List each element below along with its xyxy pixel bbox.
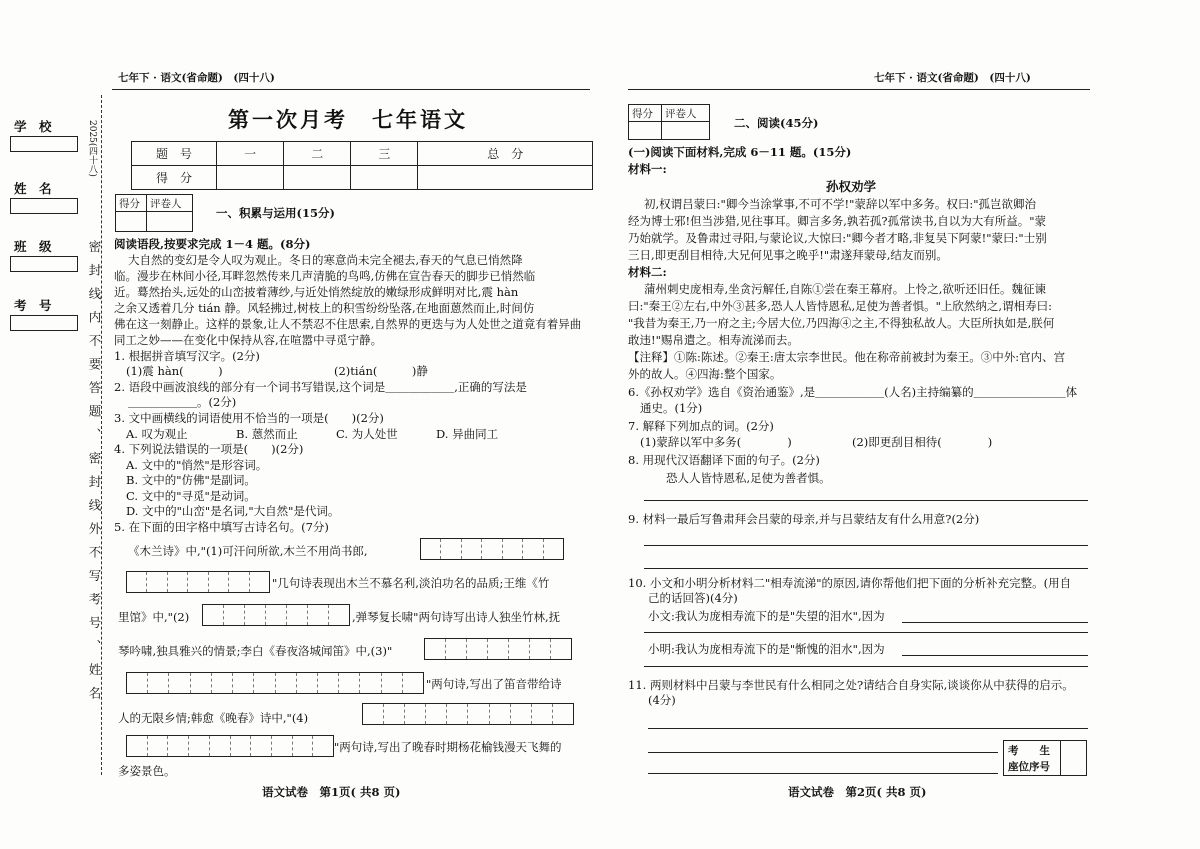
name-label: 姓 名	[14, 181, 52, 196]
seat-label: 座位序号	[1008, 761, 1050, 773]
question-1-b[interactable]: (2)tián( )静	[334, 364, 428, 378]
q5-line: 里馆》中,"(2)	[118, 610, 190, 624]
answer-line[interactable]	[644, 632, 1088, 633]
name-field[interactable]	[10, 198, 78, 214]
question-11: 11. 两则材料中吕蒙与李世民有什么相同之处?请结合自身实际,谈谈你从中获得的启示。	[628, 678, 1074, 692]
seal-line	[101, 95, 102, 775]
question-6-cont: 通史。(1分)	[640, 401, 703, 415]
footer-right: 语文试卷 第2页( 共8 页)	[788, 785, 927, 799]
answer-line[interactable]	[644, 545, 1088, 546]
q5-line: 《木兰诗》中,"(1)可汗问所欲,木兰不用尚书郎,	[128, 544, 368, 558]
passage-line: 佛在这一刻静止。这样的景象,让人不禁忍不住思索,自然界的更迭与为人处世之道竟有着异曲	[114, 317, 582, 331]
score-row-label: 得 分	[132, 166, 217, 190]
question-8: 8. 用现代汉语翻译下面的句子。(2分)	[628, 453, 820, 467]
q5-line: ,弹琴复长啸"两句诗写出诗人独坐竹林,抚	[352, 610, 561, 624]
question-7-b[interactable]: (2)即更刮目相待( )	[852, 435, 993, 449]
answer-line[interactable]	[644, 666, 1088, 667]
material1-line: 经为博士邪!但当涉猎,见往事耳。卿言多务,孰若孤?孤常读书,自以为大有所益。"蒙	[628, 214, 1047, 228]
seat-number-box	[1003, 740, 1087, 776]
material1-label: 材料一:	[628, 162, 667, 176]
material2-line: "我昔为秦王,乃一府之主;今居大位,乃四海④之主,不得独私故人。大臣所执如是,朕何	[628, 316, 1055, 330]
scorer-rule	[116, 211, 192, 212]
exam-no-label: 考 号	[14, 298, 52, 313]
question-2-cont: ＿＿＿＿＿＿。(2分)	[128, 395, 237, 409]
scorer-reviewer-label: 评卷人	[150, 198, 182, 210]
section1-heading: 一、积累与运用(15分)	[216, 206, 335, 220]
option-4b[interactable]: B. 文中的"仿佛"是副词。	[126, 473, 256, 487]
q5-line: "几句诗表现出木兰不慕名利,淡泊功名的品质;王维《竹	[272, 576, 550, 590]
tianzige-grid[interactable]	[126, 735, 334, 757]
header-right: 七年下 · 语文(省命题) (四十八)	[874, 72, 1031, 84]
answer-line[interactable]	[648, 728, 1088, 729]
score-table	[131, 141, 593, 190]
material1-line: 三日,即更刮目相待,大兄何见事之晚乎!"肃遂拜蒙母,结友而别。	[628, 248, 948, 262]
scorer-rule	[629, 121, 709, 122]
answer-line[interactable]	[902, 622, 1088, 623]
option-4d[interactable]: D. 文中的"山峦"是名词,"大自然"是代词。	[126, 504, 340, 518]
score-table-header: 二	[284, 142, 351, 166]
question-1-a[interactable]: (1)震 hàn( )	[126, 364, 223, 378]
tianzige-grid[interactable]	[424, 638, 572, 660]
option-3d[interactable]: D. 异曲同工	[436, 427, 499, 441]
header-rule-right	[628, 89, 1090, 90]
option-4c[interactable]: C. 文中的"寻觅"是动词。	[126, 489, 256, 503]
school-label: 学 校	[14, 119, 52, 134]
section2-heading: 二、阅读(45分)	[734, 116, 819, 130]
scorer-box	[115, 194, 193, 232]
tianzige-grid[interactable]	[126, 672, 424, 694]
score-cell[interactable]	[351, 166, 418, 190]
class-label: 班 级	[14, 239, 52, 254]
answer-line[interactable]	[644, 568, 1088, 569]
school-field[interactable]	[10, 136, 78, 152]
question-10-wen: 小文:我认为庞相寿流下的是"失望的泪水",因为	[648, 609, 885, 623]
scorer-divider	[146, 195, 147, 231]
material2-line: 敢违!"赐帛遣之。相寿流涕而去。	[628, 333, 799, 347]
seal-line-notice: 密封线内不要答题、密封线外不写考号、姓名	[87, 240, 102, 710]
notes-line: 外的故人。④四海:整个国家。	[628, 367, 782, 381]
question-10-cont: 己的话回答)(4分)	[648, 591, 738, 605]
score-cell[interactable]	[217, 166, 284, 190]
material2-line: 曰:"秦王②左右,中外③甚多,恐人人皆恃恩私,足使为善者惧。"上欣然纳之,谓相寿曰:	[628, 299, 1052, 313]
question-10-ming: 小明:我认为庞相寿流下的是"惭愧的泪水",因为	[648, 642, 885, 656]
q5-line: 多姿景色。	[118, 764, 176, 778]
question-11-cont: (4分)	[648, 693, 676, 707]
question-7-a[interactable]: (1)蒙辞以军中多务( )	[640, 435, 792, 449]
score-table-header: 总 分	[418, 142, 593, 166]
scorer-score-label: 得分	[119, 198, 140, 210]
question-8-sentence: 恐人人皆恃恩私,足使为善者惧。	[666, 471, 831, 485]
exam-no-field[interactable]	[10, 315, 78, 331]
section2-intro: (一)阅读下面材料,完成 6－11 题。(15分)	[628, 145, 852, 159]
question-10: 10. 小文和小明分析材料二"相寿流涕"的原因,请你帮他们把下面的分析补充完整。(用自	[628, 576, 1072, 590]
question-3: 3. 文中画横线的词语使用不恰当的一项是( )(2分)	[114, 411, 384, 425]
passage-line: 近。蓦然抬头,远处的山峦披着薄纱,与近处悄然绽放的嫩绿形成鲜明对比,震 hàn	[114, 285, 519, 299]
scorer-box-2	[628, 104, 710, 140]
question-7: 7. 解释下列加点的词。(2分)	[628, 419, 774, 433]
section1-intro: 阅读语段,按要求完成 1－4 题。(8分)	[114, 237, 311, 251]
passage-line: 同工之妙——在变化中保持从容,在喧嚣中寻觅宁静。	[114, 333, 383, 347]
score-cell[interactable]	[284, 166, 351, 190]
option-4a[interactable]: A. 文中的"悄然"是形容词。	[126, 458, 268, 472]
material1-title: 孙权劝学	[826, 179, 877, 194]
footer-left: 语文试卷 第1页( 共8 页)	[262, 785, 401, 799]
question-4: 4. 下列说法错误的一项是( )(2分)	[114, 442, 304, 456]
tianzige-grid[interactable]	[420, 538, 564, 560]
tianzige-grid[interactable]	[202, 604, 350, 626]
question-2: 2. 语段中画波浪线的部分有一个词书写错误,这个词是＿＿＿＿＿＿,正确的写法是	[114, 380, 527, 394]
answer-line[interactable]	[648, 752, 998, 753]
answer-line[interactable]	[648, 773, 998, 774]
question-5: 5. 在下面的田字格中填写古诗名句。(7分)	[114, 520, 329, 534]
exam-code: 2025(四十八)	[87, 120, 97, 177]
material1-line: 乃始就学。及鲁肃过寻阳,与蒙论议,大惊曰:"卿今者才略,非复吴下阿蒙!"蒙曰:"士别	[628, 231, 1047, 245]
q5-line: "两句诗,写出了笛音带给诗	[426, 677, 562, 691]
tianzige-grid[interactable]	[126, 571, 270, 593]
q5-line: "两句诗,写出了晚春时期杨花榆钱漫天飞舞的	[334, 740, 562, 754]
answer-line[interactable]	[902, 655, 1088, 656]
material2-label: 材料二:	[628, 265, 667, 279]
scorer-score-label: 得分	[632, 108, 653, 120]
passage-line: 临。漫步在林间小径,耳畔忽然传来几声清脆的鸟鸣,仿佛在宣告春天的脚步已悄然临	[114, 269, 536, 283]
question-6: 6.《孙权劝学》选自《资治通鉴》,是＿＿＿＿＿＿(人名)主持编纂的＿＿＿＿＿＿＿＿体	[628, 385, 1078, 399]
material1-line: 初,权谓吕蒙曰:"卿今当涂掌事,不可不学!"蒙辞以军中多务。权曰:"孤岂欲卿治	[644, 197, 1037, 211]
passage-line: 之余又透着几分 tián 静。风轻拂过,树枝上的积雪纷纷坠落,在地面蒽然而止,时间仿	[114, 301, 535, 315]
score-table-header: 三	[351, 142, 418, 166]
notes-line: 【注释】①陈:陈述。②秦王:唐太宗李世民。他在称帝前被封为秦王。③中外:官内、宫	[628, 350, 1066, 364]
question-9: 9. 材料一最后写鲁肃拜会吕蒙的母亲,并与吕蒙结友有什么用意?(2分)	[628, 512, 980, 526]
material2-line: 蒲州刺史庞相寿,坐贪污解任,自陈①尝在秦王幕府。上怜之,欲听还旧任。魏征谏	[644, 282, 1046, 296]
q5-line: 琴吟啸,独具雅兴的情景;李白《春夜洛城闻笛》中,(3)"	[118, 644, 393, 658]
seat-label: 考 生	[1008, 745, 1050, 757]
score-table-header: 题 号	[132, 142, 217, 166]
header-rule-left	[112, 89, 590, 90]
passage-line: 大自然的变幻是令人叹为观止。冬日的寒意尚未完全褪去,春天的气息已悄然降	[128, 253, 523, 267]
class-field[interactable]	[10, 256, 78, 272]
scorer-reviewer-label: 评卷人	[665, 108, 697, 120]
header-left: 七年下 · 语文(省命题) (四十八)	[118, 72, 275, 84]
answer-line[interactable]	[644, 500, 1088, 501]
scorer-divider	[661, 105, 662, 139]
score-cell[interactable]	[418, 166, 593, 190]
option-3b[interactable]: B. 蒽然而止	[236, 427, 298, 441]
score-table-header: 一	[217, 142, 284, 166]
option-3c[interactable]: C. 为人处世	[336, 427, 398, 441]
page-title: 第一次月考 七年语文	[228, 107, 468, 132]
q5-line: 人的无限乡情;韩愈《晚春》诗中,"(4)	[118, 711, 309, 725]
option-3a[interactable]: A. 叹为观止	[126, 427, 188, 441]
seat-number-field[interactable]	[1061, 741, 1086, 775]
question-1: 1. 根据拼音填写汉字。(2分)	[114, 349, 260, 363]
tianzige-grid[interactable]	[362, 703, 574, 725]
